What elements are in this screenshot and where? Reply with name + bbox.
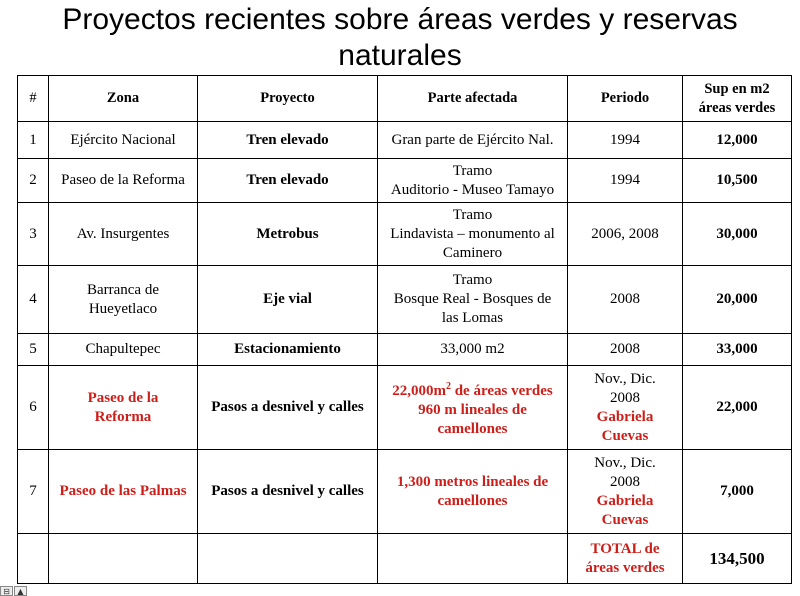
proyecto-cell: Eje vial [198,266,378,334]
periodo-cell [568,203,683,266]
parte-cell [378,450,568,534]
parte-cell [378,203,568,266]
zona-text: Paseo de la [87,389,159,406]
periodo-text: Nov., Dic. [594,454,656,471]
parte-text: Auditorio - Museo Tamayo [390,181,555,198]
periodo-cell [568,266,683,334]
parte-text: Tramo [452,162,493,179]
parte-text: 33,000 m2 [440,341,505,357]
periodo-responsible: Gabriela [596,408,654,425]
parte-text: Lindavista – monumento al [390,225,555,242]
periodo-text: 2008 [610,473,640,490]
projects-table [17,75,792,584]
parte-text: Caminero [442,244,503,261]
periodo-responsible: Gabriela [596,492,654,509]
table-row [18,334,792,366]
row-number: 4 [18,266,49,334]
row-number: 2 [18,159,49,203]
periodo-responsible: Cuevas [601,427,649,444]
header-zona: Zona [49,76,198,122]
parte-text [382,377,563,401]
proyecto-cell: Estacionamiento [198,334,378,366]
periodo-text: 2008 [610,341,640,357]
table-row [18,266,792,334]
zona-text: Paseo de la Reforma [61,172,185,188]
table-total-row [18,534,792,584]
superficie-cell: 7,000 [683,450,792,534]
superficie-cell: 22,000 [683,366,792,450]
header-superficie-line-1: Sup en m2 [704,80,770,97]
header-superficie-line-2: áreas verdes [698,99,776,116]
zona-text: Av. Insurgentes [76,225,170,242]
empty-cell [378,534,568,584]
proyecto-cell: Pasos a desnivel y calles [198,366,378,450]
zona-cell [49,203,198,266]
parte-cell [378,334,568,366]
zona-text: Reforma [94,408,152,425]
parte-text: camellones [437,420,508,437]
header-periodo: Periodo [568,76,683,122]
total-label-line: áreas verdes [585,559,665,576]
page-title-line-1: Proyectos recientes sobre áreas verdes y reservas [62,3,738,36]
zona-text: Chapultepec [85,341,161,357]
zona-cell [49,122,198,159]
row-number: 6 [18,366,49,450]
zona-text: Ejército Nacional [70,131,176,148]
periodo-cell [568,334,683,366]
empty-cell [49,534,198,584]
parte-text: las Lomas [441,310,504,326]
table-row [18,450,792,534]
parte-area-value: 22,000m [392,382,446,399]
total-value: 134,500 [683,534,792,584]
view-controls [0,586,40,595]
zona-text: Hueyetlaco [88,300,158,317]
table-row [18,159,792,203]
parte-text: Tramo [452,272,493,288]
total-label-line: TOTAL de [590,540,660,557]
proyecto-cell: Tren elevado [198,159,378,203]
zona-cell [49,266,198,334]
superficie-cell: 30,000 [683,203,792,266]
periodo-cell [568,450,683,534]
periodo-cell [568,366,683,450]
superficie-cell: 33,000 [683,334,792,366]
header-parte-afectada: Parte afectada [378,76,568,122]
parte-area-suffix: de áreas verdes [450,382,553,399]
row-number: 5 [18,334,49,366]
header-proyecto: Proyecto [198,76,378,122]
periodo-text: 2006, 2008 [591,225,659,242]
table-row [18,366,792,450]
periodo-text: 1994 [610,131,640,148]
zona-text: Paseo de las Palmas [59,483,187,499]
proyecto-cell: Metrobus [198,203,378,266]
parte-cell [378,159,568,203]
header-num: # [18,76,49,122]
header-superficie [683,76,792,122]
scroll-up-icon[interactable]: ▲ [14,586,27,596]
zona-cell [49,334,198,366]
periodo-responsible: Cuevas [601,511,649,528]
parte-text: camellones [437,492,508,509]
parte-text: Tramo [452,206,493,223]
superficie-cell: 12,000 [683,122,792,159]
table-row [18,122,792,159]
empty-cell [18,534,49,584]
row-number: 1 [18,122,49,159]
parte-cell [378,266,568,334]
row-number: 7 [18,450,49,534]
zona-cell [49,159,198,203]
row-number: 3 [18,203,49,266]
table-header-row [18,76,792,122]
page-title [0,2,800,74]
superscript-2: 2 [445,380,451,392]
table-row [18,203,792,266]
parte-text: 1,300 metros lineales de [396,473,549,490]
zona-text: Barranca de [86,281,160,298]
periodo-cell [568,159,683,203]
periodo-text: 2008 [610,389,640,406]
periodo-text: 2008 [610,291,640,307]
total-label [568,534,683,584]
proyecto-cell: Pasos a desnivel y calles [198,450,378,534]
parte-cell [378,366,568,450]
periodo-cell [568,122,683,159]
parte-text: Bosque Real - Bosques de [393,291,552,307]
slide-view-icon[interactable]: ⊟ [0,586,13,596]
page-title-line-2: naturales [338,39,462,72]
proyecto-cell: Tren elevado [198,122,378,159]
zona-cell [49,450,198,534]
periodo-text: Nov., Dic. [594,370,656,387]
empty-cell [198,534,378,584]
parte-cell [378,122,568,159]
parte-text: Gran parte de Ejército Nal. [391,131,554,148]
parte-text: 960 m lineales de [418,401,527,418]
superficie-cell: 10,500 [683,159,792,203]
superficie-cell: 20,000 [683,266,792,334]
zona-cell [49,366,198,450]
periodo-text: 1994 [610,172,640,188]
